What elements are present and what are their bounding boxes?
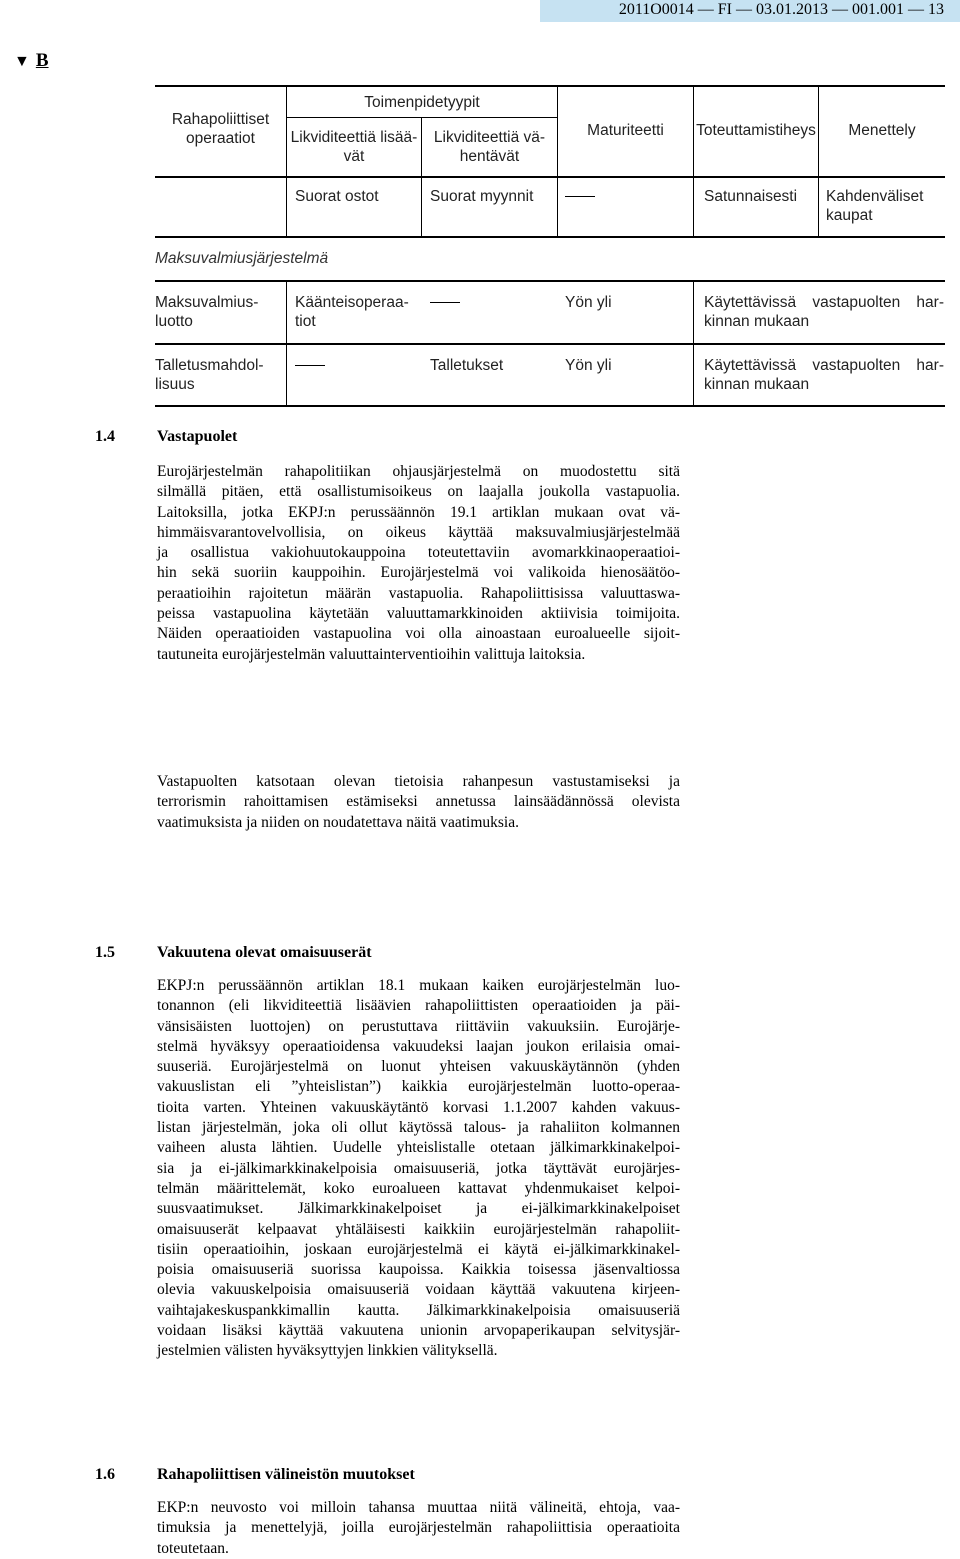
section-number: 1.5 [95, 944, 115, 961]
cell-outright-sales: Suorat myynnit [430, 188, 534, 205]
paragraph [157, 772, 680, 833]
text-line: voidaan lisäksi käyttää vakuutena unionin arvopaperikaupan selvitysjär- [157, 1322, 680, 1340]
section-number: 1.4 [95, 428, 115, 445]
header-frequency: Toteuttamistiheys [696, 122, 816, 139]
section-title: Rahapoliittisen välineistön muutokset [157, 1466, 415, 1483]
table-rule-group [287, 117, 557, 118]
table-vrule [818, 176, 819, 236]
paragraph [157, 976, 680, 1362]
text-line: Vastapuolten katsotaan olevan tietoisia rahanpesun vastustamiseksi ja [157, 773, 680, 790]
text-line: tioita varten. Yhteinen vakuuskäytäntö korvasi 1.1.2007 kahden vakuus- [157, 1098, 680, 1116]
text-line: vaiheen alusta lähtien. Uudelle yhteislistalle otetaan jälkimarkkinakelpoi- [157, 1139, 680, 1157]
text-line: jestelmien välisten hyväksyttyjen linkkien välityksellä. [157, 1342, 498, 1360]
amendment-marker [14, 50, 49, 72]
cell-line: kinnan mukaan [704, 376, 810, 393]
text-line: EKP:n neuvosto voi milloin tahansa muuttaa niitä välineitä, ehtoja, vaa- [157, 1499, 680, 1516]
text-line: omaisuuserät kelpaavat yhtäläisesti kaikkiin eurojärjestelmän rahapoliit- [157, 1220, 680, 1238]
dash-mark [565, 196, 595, 197]
text-line: silmällä pitäen, että osallistumisoikeus on laajalla joukolla vastapuolia. [157, 483, 680, 501]
cell-dash [295, 356, 325, 375]
cell-line: tiot [295, 313, 316, 330]
text-line: terrorismin rahoittamisen estämiseksi annetussa lainsäädännössä olevista [157, 793, 680, 811]
header-monetary-operations [155, 110, 286, 148]
text-line: tonannon (eli likviditeettiä lisäävien rahapoliittisten operaatioiden ja päi- [157, 997, 680, 1015]
cell-deposits: Talletukset [430, 357, 504, 374]
text-line: toteutetaan. [157, 1539, 229, 1557]
section-title: Vastapuolet [157, 428, 238, 445]
text-line: peissa vastapuolina käytetään valuuttamarkkinoiden aktiivisia toimijoita. [157, 605, 680, 623]
text-line: tisiin operaatioihin, joskaan eurojärjestelmä ei käytä ei-jälkimarkkinakel- [157, 1240, 680, 1258]
cell-line: Talletusmahdol- [155, 357, 264, 374]
header-liquidity-providing [287, 128, 421, 166]
text-line: vakuuslistan eli ”yhteislistan”) kaikkia eurojärjestelmän luotto-operaa- [157, 1078, 680, 1096]
text-line: EKPJ:n perussäännön artiklan 18.1 mukaan kaiken eurojärjestelmän luo- [157, 977, 680, 994]
text-line: Laitoksilla, jotka EKPJ:n perussäännön 19.1 artiklan mukaan ovat vä- [157, 503, 680, 521]
header-line: operaatiot [186, 130, 255, 147]
table-vrule [693, 176, 694, 236]
text-line: stelmä hyväksyy operaatioidensa vakuudeksi laajan joukon erilaisia omai- [157, 1037, 680, 1055]
text-line: timuksia ja menettelyjä, joilla eurojärjestelmän rahapoliittisia operaatioita [157, 1519, 680, 1537]
table-rule-section [155, 280, 945, 282]
section-number: 1.6 [95, 1466, 115, 1483]
table-rule-header [155, 176, 945, 178]
cell-bilateral [826, 187, 923, 225]
header-line: hentävät [459, 148, 520, 165]
text-line: olevia vakuuskelpoisia omaisuuseriä voidaan käyttää vakuutena kirjeen- [157, 1281, 680, 1299]
section-standing-facilities: Maksuvalmiusjärjestelmä [155, 250, 329, 267]
table-vrule [557, 176, 558, 236]
cell-line: Maksuvalmius- [155, 294, 259, 311]
header-line: Likviditeettiä lisää- [290, 129, 418, 146]
cell-line: Kahdenväliset [826, 188, 924, 205]
page-header-text: 2011O0014 — FI — 03.01.2013 — 001.001 — 13 [618, 1, 944, 18]
amendment-label: B [35, 50, 49, 71]
table-rule-row1 [155, 343, 945, 345]
header-liquidity-absorbing [422, 128, 557, 166]
cell-dash [565, 187, 595, 206]
table-rule-top [155, 85, 945, 87]
header-procedure: Menettely [848, 122, 916, 139]
cell-access-discretion [704, 293, 944, 331]
cell-access-discretion [704, 356, 944, 394]
dash-mark [295, 365, 325, 366]
cell-line: Käytettävissä vastapuolten har- [704, 294, 944, 311]
table-vrule [286, 281, 287, 405]
cell-line: luotto [155, 313, 193, 330]
paragraph [157, 1498, 680, 1559]
section-title: Vakuutena olevat omaisuuserät [157, 944, 372, 961]
text-line: ja osallistua vakiohuutokauppoina toteutettaviin avomarkkinaoperaatioi- [157, 544, 680, 562]
cell-dash [430, 293, 460, 312]
table-rule-row0 [155, 236, 945, 238]
text-line: hin sekä suoriin kauppoihin. Eurojärjestelmä voi valikoida hienosäätöo- [157, 564, 680, 582]
cell-reverse-transactions [295, 293, 409, 331]
cell-line: Käytettävissä vastapuolten har- [704, 357, 944, 374]
cell-deposit-facility [155, 356, 264, 394]
text-line: poisia omaisuuseriä suorissa kaupoissa. Kaikkia toisessa jäsenvaltiossa [157, 1261, 680, 1279]
page-header-bar [540, 0, 960, 22]
cell-line: kinnan mukaan [704, 313, 810, 330]
table-vrule [286, 176, 287, 236]
cell-non-regular: Satunnaisesti [704, 188, 798, 205]
header-line: vät [343, 148, 365, 165]
text-line: suuseriä. Eurojärjestelmä on luonut yhteisen vakuuskäytännön (yhden [157, 1058, 680, 1076]
text-line: Näiden operaatioiden vastapuolina voi olla ainoastaan euroalueelle sijoit- [157, 625, 680, 643]
text-line: vänsisäisten luottojen) on perustuttava riittäviin vakuuksiin. Eurojärje- [157, 1017, 680, 1035]
cell-marginal-lending [155, 293, 258, 331]
text-line: tautuneita eurojärjestelmän valuuttainterventioihin valittuja laitoksia. [157, 645, 586, 663]
cell-line: Käänteisoperaa- [295, 294, 409, 311]
text-line: sia ja ei-jälkimarkkinakelpoisia omaisuuseriä, jotka täyttävät eurojärjes- [157, 1159, 680, 1177]
text-line: listan järjestelmän, joka oli ollut käytössä talous- ja rahaliiton kolmannen [157, 1119, 680, 1137]
text-line: vaatimuksista ja niiden on noudatettava näitä vaatimuksia. [157, 813, 519, 831]
dash-mark [430, 302, 460, 303]
text-line: telmän määrittelemät, koko euroalueen kattavat yhdenmukaiset kelpoi- [157, 1179, 680, 1197]
cell-overnight: Yön yli [565, 357, 612, 374]
text-line: peraatioihin rajoitetun määrän vastapuolia. Rahapoliittisissa valuuttaswa- [157, 584, 680, 602]
cell-line: lisuus [155, 376, 195, 393]
cell-line: kaupat [826, 207, 873, 224]
paragraph [157, 462, 680, 665]
table-rule-bottom [155, 405, 945, 407]
cell-outright-purchases: Suorat ostot [295, 188, 379, 205]
header-maturity: Maturiteetti [587, 122, 664, 139]
text-line: himmäisvarantovelvollisia, on oikeus käyttää maksuvalmiusjärjestelmää [157, 523, 680, 541]
text-line: Eurojärjestelmän rahapolitiikan ohjausjärjestelmä on muodostettu sitä [157, 463, 680, 480]
table-vrule [693, 281, 694, 405]
header-line: Likviditeettiä vä- [433, 129, 546, 146]
header-line: Rahapoliittiset [171, 111, 270, 128]
text-line: suusvaatimukset. Jälkimarkkinakelpoiset ja ei-jälkimarkkinakelpoiset [157, 1200, 680, 1218]
table-vrule [421, 176, 422, 236]
header-operation-types: Toimenpidetyypit [364, 94, 480, 111]
text-line: vaihtajakeskuspankkimallin kautta. Jälkimarkkinakelpoisia omaisuuseriä [157, 1301, 680, 1319]
cell-overnight: Yön yli [565, 294, 612, 311]
triangle-down-icon: ▼ [14, 53, 30, 70]
